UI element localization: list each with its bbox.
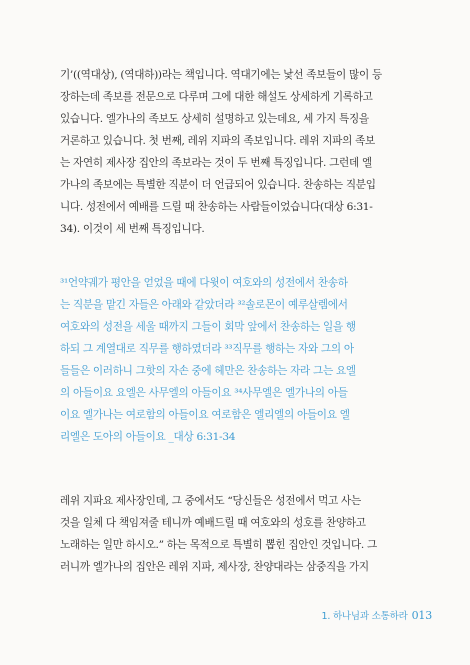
scripture-quote: [60, 272, 412, 448]
text-line: 기’((역대상), (역대하))라는 책입니다. 역대기에는 낯선 족보들이 많이 등: [60, 69, 382, 81]
quote-line: 의 아들이요 요엘은 사무엘의 아들이요 ³⁴사무엘은 엘가나의 아들: [60, 387, 348, 399]
quote-line: 하되 그 계열대로 직무를 행하였더라 ³³직무를 행하는 자와 그의 아: [60, 343, 354, 355]
quote-line: ³¹언약궤가 평안을 얻었을 때에 다윗이 여호와의 성전에서 찬송하: [60, 277, 348, 289]
quote-line: 들들은 이러하니 그핫의 자손 중에 헤만은 찬송하는 자라 그는 요엘: [60, 365, 356, 377]
text-line: 는 자연히 제사장 집안의 족보라는 것이 두 번째 특징입니다. 그런데 엘: [60, 157, 372, 169]
page-number: 013: [411, 609, 432, 622]
quote-line: 여호와의 성전을 세울 때까지 그들이 회막 앞에서 찬송하는 일을 행: [60, 321, 356, 333]
chapter-title: 1. 하나님과 소통하라: [321, 611, 408, 622]
quote-line: 리엘은 도아의 아들이요 _대상 6:31-34: [60, 431, 236, 443]
body-paragraph-bottom: [60, 490, 412, 578]
text-line: 니다. 성전에서 예배를 드릴 때 찬송하는 사람들이었습니다(대상 6:31-: [60, 201, 373, 213]
quote-line: 이요 엘가나는 여로함의 아들이요 여로함은 엘리엘의 아들이요 엘: [60, 409, 350, 421]
page-footer: [321, 608, 432, 622]
text-line: 34). 이것이 세 번째 특징입니다.: [60, 223, 205, 235]
text-line: 거론하고 있습니다. 첫 번째, 레위 지파의 족보입니다. 레위 지파의 족보: [60, 135, 375, 147]
quote-line: 는 직분을 맡긴 자들은 아래와 같았더라 ³²솔로몬이 예루살렘에서: [60, 299, 348, 311]
text-line: 것을 일체 다 책임져줄 테니까 예배드릴 때 여호와의 성호를 찬양하고: [60, 517, 366, 529]
text-line: 가나의 족보에는 특별한 직분이 더 언급되어 있습니다. 찬송하는 직분입: [60, 179, 376, 191]
text-line: 레위 지파요 제사장인데, 그 중에서도 “당신들은 성전에서 먹고 사는: [60, 495, 361, 507]
text-line: 노래하는 일만 하시오.” 하는 목적으로 특별히 뽑힌 집안인 것입니다. 그: [60, 539, 377, 551]
text-line: 장하는데 족보를 전문으로 다루며 그에 대한 해설도 상세하게 기록하고: [60, 91, 373, 103]
body-paragraph-top: [60, 64, 412, 240]
text-line: 있습니다. 엘가나의 족보도 상세히 설명하고 있는데요, 세 가지 특징을: [60, 113, 369, 125]
text-line: 러니까 엘가나의 집안은 레위 지파, 제사장, 찬양대라는 삼중직을 가지: [60, 561, 369, 573]
